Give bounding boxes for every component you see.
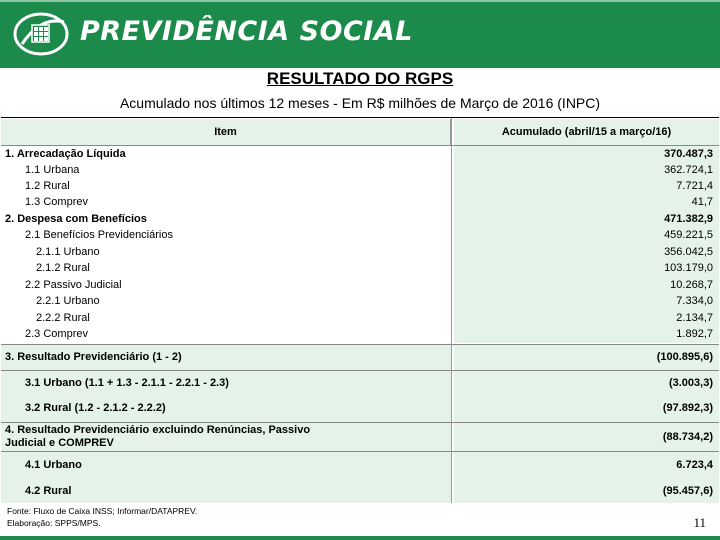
row-label: 2.2.1 Urbano — [36, 295, 100, 307]
table-row — [1, 479, 719, 503]
table-row — [1, 293, 719, 310]
row-label: 2.3 Comprev — [25, 328, 88, 340]
table-row — [1, 452, 719, 479]
column-divider — [451, 118, 452, 503]
row-value: 1.892,7 — [676, 328, 713, 340]
row-value: (88.734,2) — [662, 431, 713, 443]
table-row — [1, 178, 719, 195]
brand-name: PREVIDÊNCIA SOCIAL — [80, 16, 413, 47]
row-value: 7.721,4 — [676, 180, 713, 192]
table-row — [1, 146, 719, 163]
header-banner — [0, 0, 720, 68]
table-row — [1, 244, 719, 261]
page-number: 11 — [693, 515, 706, 530]
row-label: 3.2 Rural (1.2 - 2.1.2 - 2.2.2) — [25, 402, 166, 414]
row-value: 6.723,4 — [676, 459, 713, 471]
row-label: 3. Resultado Previdenciário (1 - 2) — [5, 351, 182, 363]
table-row — [1, 277, 719, 294]
row-value: 362.724,1 — [664, 164, 713, 176]
row-value: 356.042,5 — [664, 246, 713, 258]
row-label: 1. Arrecadação Líquida — [5, 148, 126, 160]
page-subtitle: Acumulado nos últimos 12 meses - Em R$ milhões de Março de 2016 (INPC) — [119, 95, 601, 111]
table-row — [1, 310, 719, 327]
row-value: 471.382,9 — [664, 213, 713, 225]
row-value: 459.221,5 — [664, 229, 713, 241]
row-value: 103.179,0 — [664, 262, 713, 274]
row-value: 7.334,0 — [676, 295, 713, 307]
row-value: 41,7 — [691, 196, 713, 208]
table-row — [1, 326, 719, 343]
row-value: 2.134,7 — [676, 312, 713, 324]
row-value: 10.268,7 — [670, 279, 713, 291]
table-row — [1, 371, 719, 395]
row-label: 4.1 Urbano — [25, 459, 82, 471]
author-note: Elaboração: SPPS/MPS. — [7, 518, 101, 528]
row-label: 2.2 Passivo Judicial — [25, 279, 122, 291]
table-row — [1, 194, 719, 211]
row-label: 2.1.2 Rural — [36, 262, 90, 274]
table-row — [1, 211, 719, 228]
table-row — [1, 395, 719, 422]
table-row — [1, 162, 719, 179]
row-label: 1.2 Rural — [25, 180, 70, 192]
source-note: Fonte: Fluxo de Caixa INSS; Informar/DATAPREV. — [7, 506, 198, 516]
table-row — [1, 423, 719, 451]
page-title: RESULTADO DO RGPS — [266, 69, 454, 88]
rgps-table — [1, 117, 719, 502]
row-label: 3.1 Urbano (1.1 + 1.3 - 2.1.1 - 2.2.1 - 2.3) — [25, 377, 229, 389]
row-label-line2: Judicial e COMPREV — [5, 437, 114, 449]
row-label: 1.3 Comprev — [25, 196, 88, 208]
previdencia-logo-icon — [12, 10, 70, 58]
row-value: (3.003,3) — [668, 377, 713, 389]
row-value: (95.457,6) — [662, 485, 713, 497]
column-header-accumulated: Acumulado (abril/15 a março/16) — [454, 119, 719, 145]
table-header — [1, 119, 719, 145]
row-label: 1.1 Urbana — [25, 164, 80, 176]
row-label: 2.1.1 Urbano — [36, 246, 100, 258]
row-label: 2. Despesa com Benefícios — [5, 213, 147, 225]
table-row — [1, 260, 719, 277]
column-header-item: Item — [1, 119, 451, 145]
row-label: 4.2 Rural — [25, 485, 72, 497]
table-row — [1, 227, 719, 244]
row-label: 2.1 Benefícios Previdenciários — [25, 229, 173, 241]
row-label-line1: 4. Resultado Previdenciário excluindo Renúncias, Passivo — [5, 424, 311, 436]
row-value: (100.895,6) — [656, 351, 713, 363]
footer-strip — [0, 536, 720, 540]
row-value: (97.892,3) — [662, 402, 713, 414]
row-value: 370.487,3 — [664, 148, 713, 160]
banner-top-strip — [0, 0, 720, 2]
row-label: 2.2.2 Rural — [36, 312, 90, 324]
table-row — [1, 345, 719, 370]
